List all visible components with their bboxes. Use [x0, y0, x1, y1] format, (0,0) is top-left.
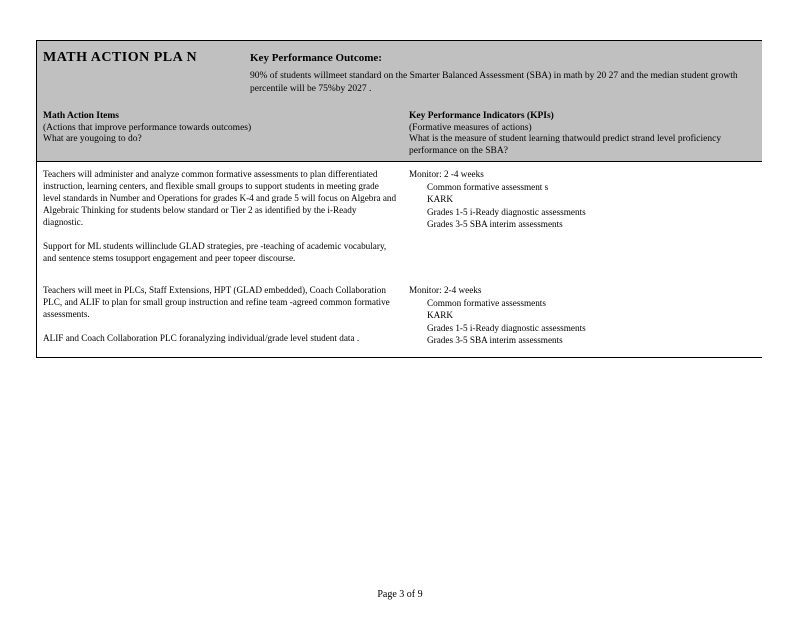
page-number: Page 3 of 9	[377, 589, 423, 600]
key-performance-outcome-text: 90% of students willmeet standard on the Smarter Balanced Assessment (SBA) in math by 20 27 and the median student growth percentile will be 75%by 2027 .	[250, 71, 738, 94]
list-item	[409, 193, 749, 206]
action-paragraph: Teachers will administer and analyze common formative assessments to plan differentiated instruction, learning centers, and flexible small groups to support students in meeting grade level standards in Number and Operations for grades K-4 and grade 5 will focus on Algebra and Algebraic Thinking for students below standard or Tier 2 as identified by the i-Ready diagnostic.	[43, 169, 397, 227]
list-item	[409, 297, 749, 310]
list-item	[409, 309, 749, 322]
action-paragraph: Support for ML students willinclude GLAD strategies, pre -teaching of academic vocabulary, and sentence stems tosupport engagement and peer topeer discourse.	[43, 241, 387, 263]
kpi-text: Grades 1-5 i-Ready diagnostic assessments	[427, 322, 586, 333]
kpi-text: KARK	[427, 194, 454, 204]
kpi-row-1	[409, 168, 749, 231]
action-row-1	[43, 168, 397, 264]
list-item	[409, 218, 749, 231]
kpi-title: Key Performance Indicators (KPIs)	[409, 111, 554, 121]
list-item	[409, 334, 749, 347]
kpi-column	[409, 168, 749, 345]
plan-header	[36, 40, 762, 162]
plan-title: MATH ACTION PLA N	[43, 50, 198, 65]
action-items-heading	[43, 111, 403, 146]
action-paragraph: ALIF and Coach Collaboration PLC foranalyzing individual/grade level student data .	[43, 333, 360, 343]
action-row-2	[43, 284, 397, 356]
kpi-text: KARK	[427, 310, 454, 320]
kpi-heading	[409, 111, 759, 157]
kpi-row-2	[409, 284, 749, 347]
action-paragraph: Teachers will meet in PLCs, Staff Extensions, HPT (GLAD embedded), Coach Collaboration PLC, and ALIF to plan for small group instruction and refine team -agreed common formative assessments.	[43, 285, 390, 319]
kpi-text: Grades 3-5 SBA interim assessments	[427, 219, 563, 229]
list-item	[409, 322, 749, 335]
kpi-text: Common formative assessments	[427, 297, 546, 308]
kpi-text: Grades 3-5 SBA interim assessments	[427, 335, 563, 345]
action-items-subtitle: (Actions that improve performance towards outcomes)	[43, 122, 252, 133]
monitor-frequency: Monitor: 2 -4 weeks	[409, 169, 484, 179]
action-items-column	[43, 168, 397, 343]
list-item	[409, 181, 749, 194]
monitor-frequency: Monitor: 2-4 weeks	[409, 285, 482, 295]
plan-body	[36, 162, 762, 358]
kpi-subtitle: (Formative measures of actions)	[409, 122, 532, 133]
list-item	[409, 206, 749, 219]
kpi-list	[409, 297, 749, 347]
kpi-text: Common formative assessment s	[427, 181, 549, 192]
kpi-text: Grades 1-5 i-Ready diagnostic assessments	[427, 206, 586, 217]
action-items-question: What are yougoing to do?	[43, 134, 142, 144]
math-action-plan-table	[36, 40, 762, 358]
action-items-title: Math Action Items	[43, 111, 119, 121]
kpi-list	[409, 181, 749, 231]
key-performance-outcome-label: Key Performance Outcome:	[250, 52, 382, 64]
kpi-question: What is the measure of student learning thatwould predict strand level proficiency performance on the SBA?	[409, 134, 722, 156]
